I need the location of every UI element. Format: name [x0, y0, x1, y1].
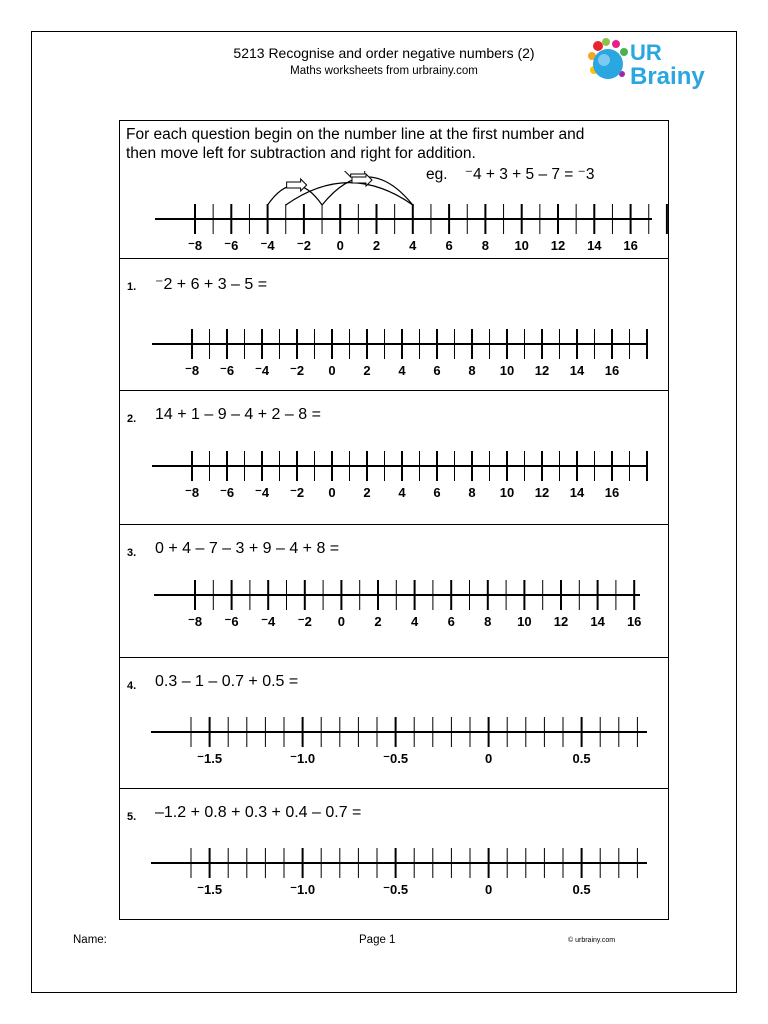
number-line-label: ⁻0.5 — [383, 882, 409, 897]
number-line-label: 12 — [553, 614, 569, 629]
number-line-label: 4 — [398, 363, 406, 378]
instructions-line-1: For each question begin on the number line at the first number and — [126, 126, 585, 143]
arrow-right-icon — [287, 179, 307, 191]
number-line-label: 12 — [534, 485, 550, 500]
number-line-label: 10 — [499, 363, 515, 378]
number-line-label: 16 — [623, 238, 638, 253]
number-line-label: 2 — [363, 363, 371, 378]
example-equation: eg. ⁻4 + 3 + 5 – 7 = ⁻3 — [426, 166, 595, 183]
number-line-label: 2 — [372, 238, 381, 253]
number-line-label: ⁻0.5 — [383, 751, 409, 766]
svg-text:Brainy: Brainy — [630, 63, 705, 90]
number-line-label: 10 — [514, 238, 529, 253]
number-line-label: ⁻1.5 — [197, 882, 223, 897]
number-line-label: 12 — [534, 363, 550, 378]
number-line-label: ⁻4 — [260, 238, 275, 253]
number-line-label: ⁻6 — [224, 614, 239, 629]
question-number: 1. — [127, 281, 137, 293]
number-line-label: ⁻8 — [184, 363, 200, 378]
number-line-label: ⁻2 — [296, 238, 311, 253]
question-number: 4. — [127, 680, 137, 692]
question-4 — [120, 657, 668, 788]
number-line-label: ⁻1.5 — [197, 751, 223, 766]
number-line-label: 0 — [337, 614, 346, 629]
example-number-line — [120, 171, 668, 257]
question-3 — [120, 524, 668, 657]
number-line-label: 4 — [409, 238, 417, 253]
instructions-text — [126, 125, 671, 163]
copyright: © urbrainy.com — [568, 937, 616, 944]
number-line-label: ⁻4 — [261, 614, 276, 629]
number-line-label: 0 — [328, 485, 336, 500]
number-line-label: 14 — [569, 363, 585, 378]
number-line-label: ⁻1.0 — [290, 882, 316, 897]
instructions-line-2: then move left for subtraction and right for addition. — [126, 145, 476, 162]
arrow-left-icon — [345, 171, 365, 177]
number-line-label: ⁻6 — [219, 363, 235, 378]
number-line-label: 0 — [328, 363, 336, 378]
number-line-label: 4 — [410, 614, 419, 629]
page-number: Page 1 — [359, 934, 396, 946]
number-line-label: 10 — [499, 485, 515, 500]
number-line-label: ⁻4 — [254, 485, 270, 500]
number-line — [120, 698, 668, 788]
number-line-label: 12 — [550, 238, 566, 253]
number-line-label: 16 — [604, 485, 620, 500]
number-line-label: 10 — [517, 614, 532, 629]
number-line-label: 14 — [587, 238, 602, 253]
question-text: 0.3 – 1 – 0.7 + 0.5 = — [155, 673, 299, 690]
number-line — [120, 829, 668, 919]
urbrainy-logo — [584, 34, 734, 90]
number-line-label: ⁻2 — [289, 363, 305, 378]
number-line-label: 0 — [484, 882, 493, 897]
number-line-label: ⁻8 — [184, 485, 200, 500]
number-line-label: 2 — [363, 485, 371, 500]
question-2 — [120, 390, 668, 524]
number-line — [120, 565, 668, 655]
number-line-label: ⁻2 — [289, 485, 305, 500]
number-line-label: 8 — [484, 614, 492, 629]
question-text: 0 + 4 – 7 – 3 + 9 – 4 + 8 = — [155, 540, 340, 557]
number-line-label: 0.5 — [572, 751, 591, 766]
number-line — [120, 299, 668, 389]
number-line-label: ⁻4 — [254, 363, 270, 378]
question-text: –1.2 + 0.8 + 0.3 + 0.4 – 0.7 = — [155, 804, 362, 821]
number-line-label: 0 — [484, 751, 493, 766]
number-line-label: ⁻2 — [297, 614, 312, 629]
number-line-label: ⁻6 — [219, 485, 235, 500]
number-line-label: 14 — [590, 614, 605, 629]
number-line-label: 6 — [445, 238, 453, 253]
svg-text:UR: UR — [630, 40, 662, 65]
number-line-label: 14 — [569, 485, 585, 500]
number-line-label: 6 — [433, 363, 441, 378]
number-line-label: 0 — [336, 238, 344, 253]
number-line-label: 6 — [447, 614, 455, 629]
worksheet-box — [119, 120, 669, 920]
number-line-label: ⁻8 — [187, 238, 203, 253]
number-line-label: 6 — [433, 485, 441, 500]
number-line-label: 4 — [398, 485, 406, 500]
question-number: 2. — [127, 413, 137, 425]
instructions-section — [120, 121, 668, 258]
question-5 — [120, 788, 668, 919]
number-line-label: ⁻8 — [187, 614, 203, 629]
number-line-label: 0.5 — [572, 882, 591, 897]
name-label: Name: — [73, 934, 107, 946]
worksheet-title: 5213 Recognise and order negative numbers (2) — [233, 45, 535, 61]
number-line-label: ⁻6 — [224, 238, 239, 253]
question-1 — [120, 258, 668, 390]
question-number: 5. — [127, 811, 137, 823]
question-text: 14 + 1 – 9 – 4 + 2 – 8 = — [155, 406, 321, 423]
number-line-label: 2 — [374, 614, 382, 629]
number-line-label: 16 — [604, 363, 620, 378]
number-line — [120, 431, 668, 521]
number-line-label: ⁻1.0 — [290, 751, 316, 766]
question-text: ⁻2 + 6 + 3 – 5 = — [155, 276, 268, 293]
number-line-label: 8 — [468, 485, 476, 500]
number-line-label: 8 — [468, 363, 476, 378]
worksheet-subtitle: Maths worksheets from urbrainy.com — [290, 65, 478, 77]
number-line-label: 8 — [481, 238, 490, 253]
number-line-label: 16 — [626, 614, 642, 629]
question-number: 3. — [127, 547, 137, 559]
